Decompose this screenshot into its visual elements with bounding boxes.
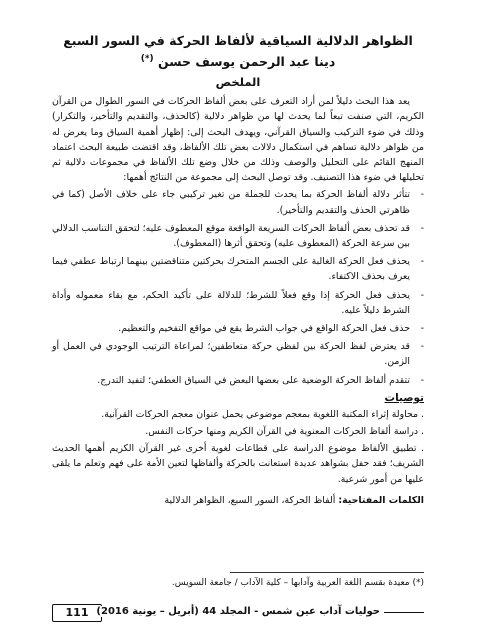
bullet-dash: - — [420, 289, 424, 301]
bullet-dash: - — [420, 222, 424, 234]
page-footer — [52, 604, 424, 622]
result-item: - قد تحذف بعض ألفاظ الحركات السريعة الواقعة موقع المعطوف عليه؛ لتحقق التناسب الدلالي بين سرعة الحركة (المعطوف عليه) وتحقق أثرها (المعطوف). — [52, 222, 424, 249]
page-number: 111 — [52, 604, 102, 622]
author-name: دينا عبد الرحمن يوسف حسن — [158, 54, 336, 70]
recommendation-item: . محاولة إثراء المكتبة اللغوية بمعجم موضوعي يحمل عنوان معجم الحركات القرآنية. — [101, 408, 424, 420]
bullet-dash: - — [420, 341, 424, 353]
abstract-paragraph: يعد هذا البحث دليلاً لمن أراد التعرف على بعض ألفاظ الحركات في السور الطوال من القرآن الكريم، التي صنفت تبعاً لما يحدث لها من ظواهر دلالية (كالحذف، والتقديم والتأخير، والتكرار) وذلك في ضوء التركيب والسياق القرآني، ويهدف البحث إلى: إظهار أهمية السياق وما يعرض له من ظواهر دلالية تساهم في استكمال دلالات بعض تلك الألفاظ، وقد اقتضت طبيعة البحث اعتماد المنهج القائم على التحليل والوصف وذلك من خلال وضع تلك الألفاظ في مجموعات دلالية ثم تحليلها في ضوء هذا التصنيف. وقد توصل البحث إلى مجموعة من النتائج أهمها: — [52, 96, 424, 184]
bullet-dash: - — [420, 189, 424, 201]
result-item: - يحذف فعل الحركة إذا وقع فعلاً للشرط؛ للدلالة على تأكيد الحكم، مع بقاء معموله وأداة الشرط دليلاً عليه. — [52, 289, 424, 316]
keywords-line — [52, 493, 424, 508]
result-item: - تتأثر دلالة ألفاظ الحركة بما يحدث للجملة من تغير تركيبي جاء على خلاف الأصل (كما في ظاهرتي الحذف والتقديم والتأخير). — [52, 189, 424, 216]
author-line — [52, 51, 424, 70]
recommendation-item: . تطبيق الألفاظ موضوع الدراسة على قطاعات لغوية أخرى غير القرآن الكريم أهمها الحديث الشريف؛ فقد حفل بشواهد عديدة استعانت بالحركة وألفاظها لتعين الأمة على فهم وتعلم ما يلقى عليها من أمور شرعية. — [52, 443, 424, 485]
abstract-heading: الملخص — [215, 75, 261, 90]
result-item: - قد يعترض لفظ الحركة بين لفظي حركة متعاطفين؛ لمراعاة الترتيب الوجودي في العمل أو الزمن. — [52, 341, 424, 368]
footnote: (*) معيدة بقسم اللغة العربية وآدابها – كلية الآداب / جامعة السويس. — [171, 578, 424, 588]
keywords-label: الكلمات المفتاحية: — [338, 494, 424, 506]
article-title: الظواهر الدلالية السياقية لألفاظ الحركة في السور السبع — [63, 33, 413, 48]
recommendation-item: . دراسة ألفاظ الحركات المعنوية في القرآن الكريم ومنها حركات النفس. — [145, 426, 424, 438]
journal-citation: حوليات آداب عين شمس - المجلد 44 (أبريل – يونية 2016) — [92, 606, 384, 617]
results-list — [52, 187, 424, 387]
keywords-value: ألفاظ الحركة، السور السبع، الظواهر الدلالية — [164, 494, 336, 506]
recommendations-heading: توصيات — [384, 391, 424, 404]
result-item: - يحذف فعل الحركة الغالبة على الجسم المتحرك بحركتين متناقضتين بينهما ارتباط عطفي فيما يعرف بحذف الاكتفاء. — [52, 256, 424, 283]
result-item: - حذف فعل الحركة الواقع في جواب الشرط يقع في مواقع التفخيم والتعظيم. — [52, 321, 424, 336]
bullet-dash: - — [420, 256, 424, 268]
result-item: - تتقدم ألفاظ الحركة الوضعية على بعضها البعض في السياق العطفي؛ لتفيد التدرج. — [52, 373, 424, 388]
bullet-dash: - — [420, 374, 424, 386]
bullet-dash: - — [420, 323, 424, 334]
author-footnote-mark: (*) — [140, 54, 154, 64]
footnote-rule — [230, 572, 424, 573]
